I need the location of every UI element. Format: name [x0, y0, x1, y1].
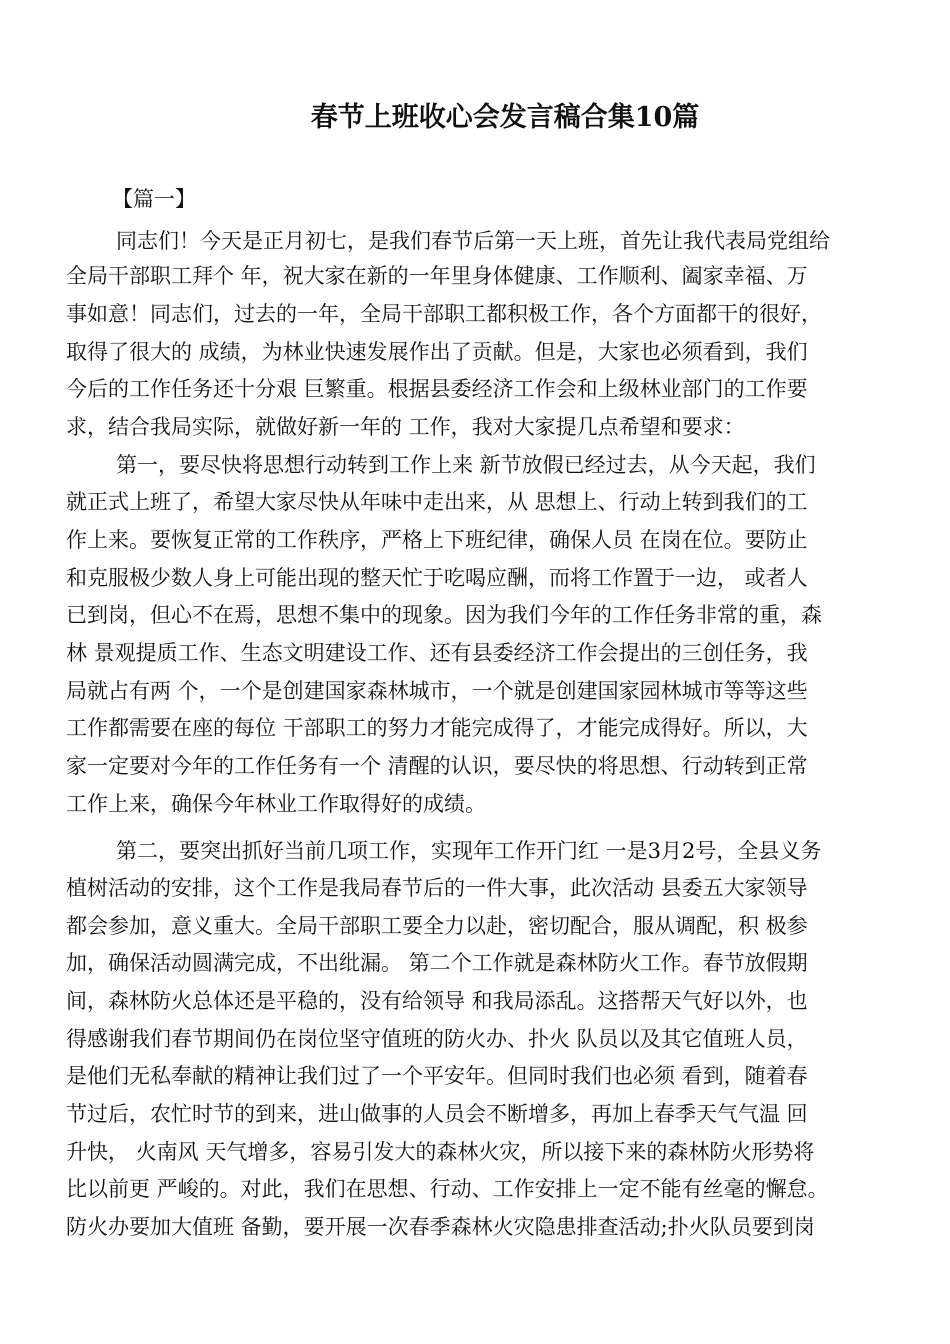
- paragraph-line: 工作都需要在座的每位 干部职工的努力才能完成得了，才能完成得好。所以，大: [66, 716, 808, 740]
- paragraph-line: 比以前更 严峻的。对此，我们在思想、行动、工作安排上一定不能有丝毫的懈怠。: [66, 1177, 829, 1201]
- paragraph-line: 节过后，农忙时节的到来，进山做事的人员会不断增多，再加上春季天气气温 回: [66, 1102, 808, 1126]
- paragraph-line: 得感谢我们春节期间仍在岗位坚守值班的防火办、扑火 队员以及其它值班人员，: [66, 1027, 808, 1051]
- paragraph-line: 第二，要突出抓好当前几项工作，实现年工作开门红 一是3月2号，全县义务: [116, 839, 822, 863]
- paragraph-line: 和克服极少数人身上可能出现的整天忙于吃喝应酬，而将工作置于一边， 或者人: [66, 566, 808, 590]
- paragraph-line: 林 景观提质工作、生态文明建设工作、还有县委经济工作会提出的三创任务，我: [66, 641, 808, 665]
- paragraph-line: 升快， 火南风 天气增多，容易引发大的森林火灾，所以接下来的森林防火形势将: [66, 1140, 815, 1164]
- paragraph-line: 加，确保活动圆满完成，不出纰漏。 第二个工作就是森林防火工作。春节放假期: [66, 951, 808, 975]
- paragraph-line: 事如意！同志们，过去的一年，全局干部职工都积极工作，各个方面都干的很好，: [66, 302, 822, 326]
- paragraph-line: 防火办要加大值班 备勤，要开展一次春季森林火灾隐患排查活动;扑火队员要到岗: [66, 1215, 815, 1239]
- paragraph-line: 第一，要尽快将思想行动转到工作上来 新节放假已经过去，从今天起，我们: [116, 453, 816, 477]
- paragraph-line: 工作上来，确保今年林业工作取得好的成绩。: [66, 792, 486, 816]
- paragraph-line: 取得了很大的 成绩，为林业快速发展作出了贡献。但是，大家也必须看到，我们: [66, 340, 808, 364]
- paragraph-line: 植树活动的安排，这个工作是我局春节后的一件大事，此次活动 县委五大家领导: [66, 876, 808, 900]
- paragraph-line: 就正式上班了，希望大家尽快从年味中走出来，从 思想上、行动上转到我们的工: [66, 490, 808, 514]
- paragraph-line: 局就占有两 个，一个是创建国家森林城市，一个就是创建国家园林城市等等这些: [66, 679, 808, 703]
- paragraph-line: 家一定要对今年的工作任务有一个 清醒的认识，要尽快的将思想、行动转到正常: [66, 754, 808, 778]
- section-heading: 【篇一】: [112, 187, 196, 211]
- document-title: 春节上班收心会发言稿合集10篇: [310, 102, 700, 133]
- paragraph-line: 作上来。要恢复正常的工作秩序，严格上下班纪律，确保人员 在岗在位。要防止: [66, 528, 808, 552]
- paragraph-line: 是他们无私奉献的精神让我们过了一个平安年。但同时我们也必须 看到，随着春: [66, 1064, 808, 1088]
- paragraph-line: 全局干部职工拜个 年，祝大家在新的一年里身体健康、工作顺利、阖家幸福、万: [66, 264, 808, 288]
- paragraph-line: 已到岗，但心不在焉，思想不集中的现象。因为我们今年的工作任务非常的重，森: [66, 603, 822, 627]
- paragraph-line: 同志们！今天是正月初七，是我们春节后第一天上班，首先让我代表局党组给: [116, 229, 830, 253]
- paragraph-line: 今后的工作任务还十分艰 巨繁重。根据县委经济工作会和上级林业部门的工作要: [66, 377, 808, 401]
- paragraph-line: 求，结合我局实际，就做好新一年的 工作，我对大家提几点希望和要求：: [66, 415, 745, 439]
- paragraph-line: 间，森林防火总体还是平稳的，没有给领导 和我局添乱。这搭帮天气好以外，也: [66, 989, 808, 1013]
- paragraph-line: 都会参加，意义重大。全局干部职工要全力以赴，密切配合，服从调配，积 极参: [66, 914, 808, 938]
